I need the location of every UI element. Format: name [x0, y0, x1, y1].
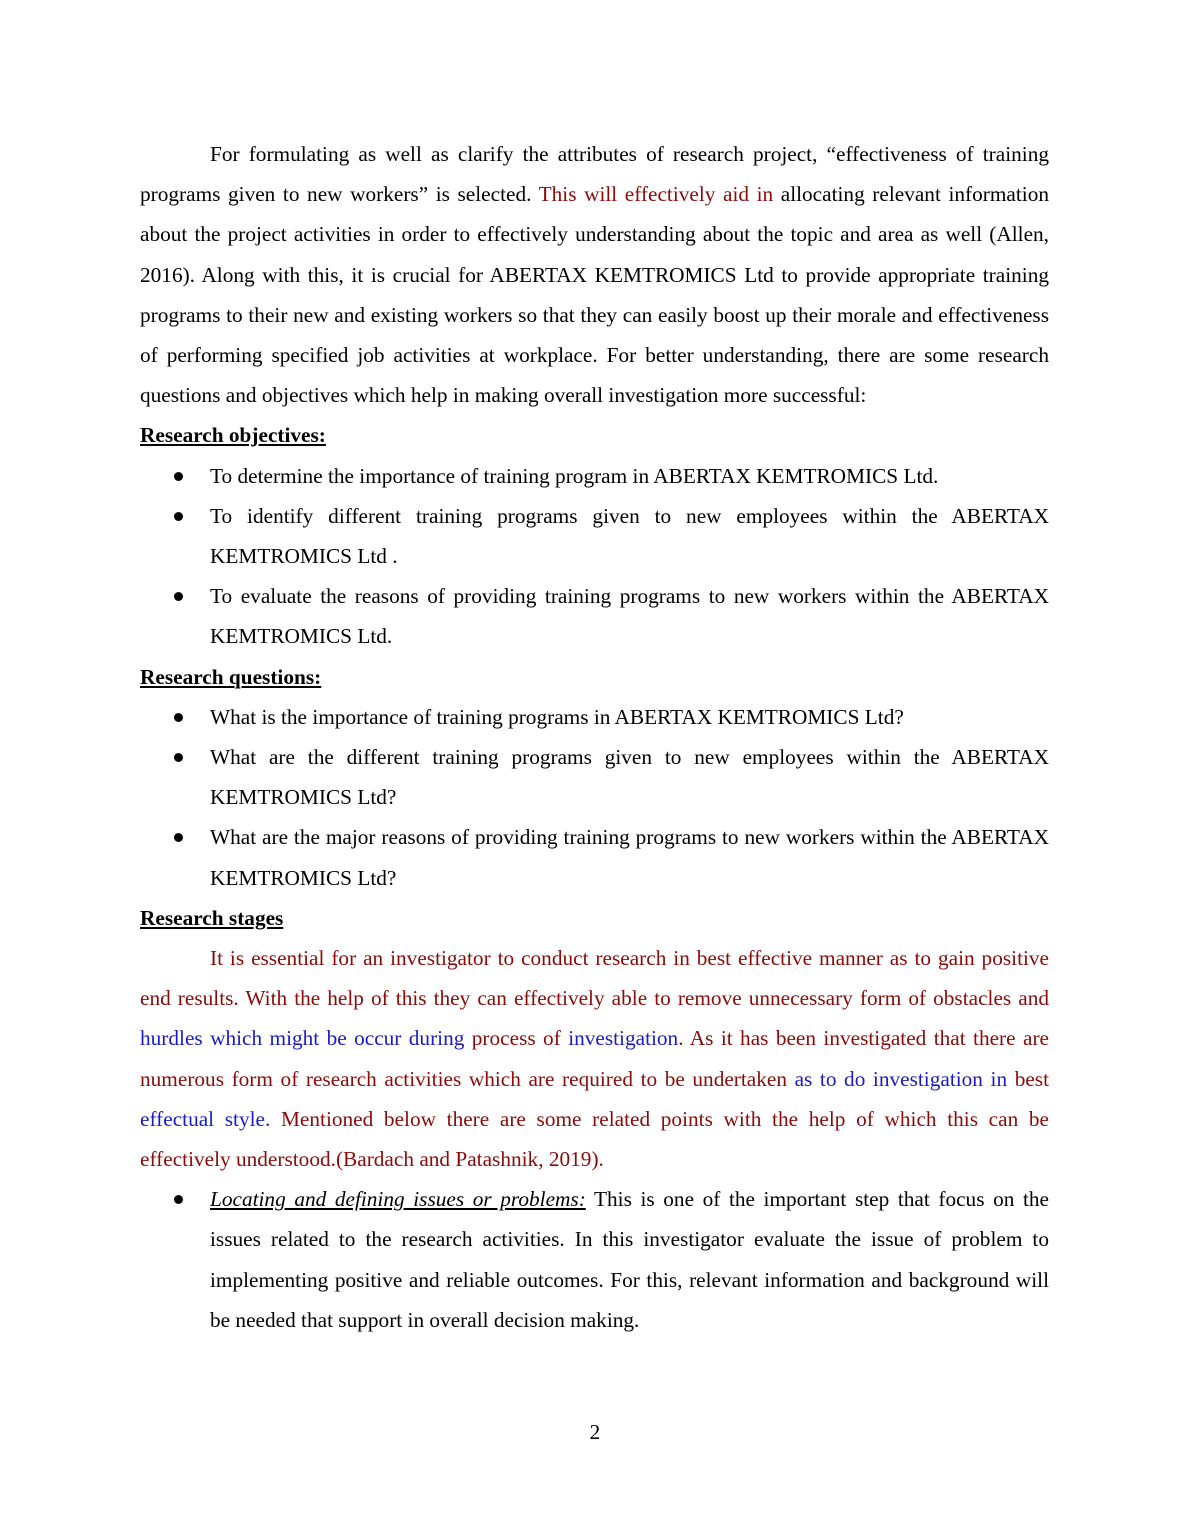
- bullet-icon: [174, 833, 183, 842]
- question-text: What are the different training programs given to new employees within the ABERTAX KEMTROMICS Ltd?: [210, 745, 1049, 810]
- stages-list: [140, 1179, 1049, 1340]
- intro-text-2: allocating relevant information about the project activities in order to effectively understanding about the topic and area as well (Allen, 2016). Along with this, it is crucial for ABERTAX KEMTROMICS Ltd to provide appropriate training programs to their new and existing workers so that they can easily boost up their morale and effectiveness of performing specified job activities at workplace. For better understanding, there are some research questions and objectives which help in making overall investigation more successful:: [140, 182, 1049, 408]
- stages-text-7: best: [1007, 1066, 1049, 1091]
- list-item: [140, 456, 1049, 496]
- stages-text-8: effectual style.: [140, 1106, 271, 1131]
- stage-text: This is one of the important step that focus on the issues related to the research activities. In this investigator evaluate the issue of problem to implementing positive and reliable outcomes. For this, relevant information and background will be needed that support in overall decision making.: [210, 1187, 1049, 1332]
- intro-paragraph: [140, 134, 1049, 415]
- stages-text-2: hurdles which might be occur during: [140, 1026, 465, 1051]
- stages-text-3: process of: [464, 1026, 569, 1051]
- intro-text-highlight: This will effectively aid in: [538, 182, 774, 207]
- stages-heading: Research stages: [140, 905, 284, 930]
- bullet-icon: [174, 1195, 183, 1204]
- questions-list: [140, 697, 1049, 898]
- bullet-icon: [174, 472, 183, 481]
- document-page: [140, 134, 1049, 1340]
- objective-text: To determine the importance of training program in ABERTAX KEMTROMICS Ltd.: [210, 463, 939, 488]
- list-item: [140, 737, 1049, 817]
- list-item: [140, 1179, 1049, 1340]
- bullet-icon: [174, 592, 183, 601]
- stages-paragraph: [140, 938, 1049, 1179]
- objectives-heading: Research objectives:: [140, 423, 326, 448]
- list-item: [140, 817, 1049, 897]
- bullet-icon: [174, 753, 183, 762]
- bullet-icon: [174, 713, 183, 722]
- question-text: What is the importance of training programs in ABERTAX KEMTROMICS Ltd?: [210, 704, 904, 729]
- questions-heading: Research questions:: [140, 664, 322, 689]
- objective-text: To evaluate the reasons of providing training programs to new workers within the ABERTAX KEMTROMICS Ltd.: [210, 584, 1049, 649]
- bullet-icon: [174, 512, 183, 521]
- list-item: [140, 697, 1049, 737]
- stages-text-9: Mentioned below there are some related points with the help of which this can be effectively understood.(Bardach and Patashnik, 2019).: [140, 1106, 1049, 1172]
- objectives-list: [140, 456, 1049, 657]
- stages-text-1: It is essential for an investigator to conduct research in best effective manner as to gain positive end results. With the help of this they can effectively able to remove unnecessary form of obstacles and: [140, 946, 1049, 1011]
- stage-label: Locating and defining issues or problems:: [210, 1187, 586, 1212]
- question-text: What are the major reasons of providing training programs to new workers within the ABERTAX KEMTROMICS Ltd?: [210, 825, 1049, 890]
- page-number: 2: [589, 1420, 601, 1444]
- list-item: [140, 496, 1049, 576]
- intro-text-1: For formulating as well as clarify the attributes of research project, “effectiveness of training programs given to new workers” is selected.: [140, 142, 1049, 207]
- stages-text-5: . As it has been investigated that there are numerous form of research activities which are required to be undertaken: [140, 1026, 1049, 1091]
- list-item: [140, 576, 1049, 656]
- stages-text-4: investigation: [568, 1026, 679, 1051]
- objective-text: To identify different training programs given to new employees within the ABERTAX KEMTROMICS Ltd .: [210, 503, 1049, 569]
- stages-text-6: as to do investigation in: [794, 1066, 1008, 1091]
